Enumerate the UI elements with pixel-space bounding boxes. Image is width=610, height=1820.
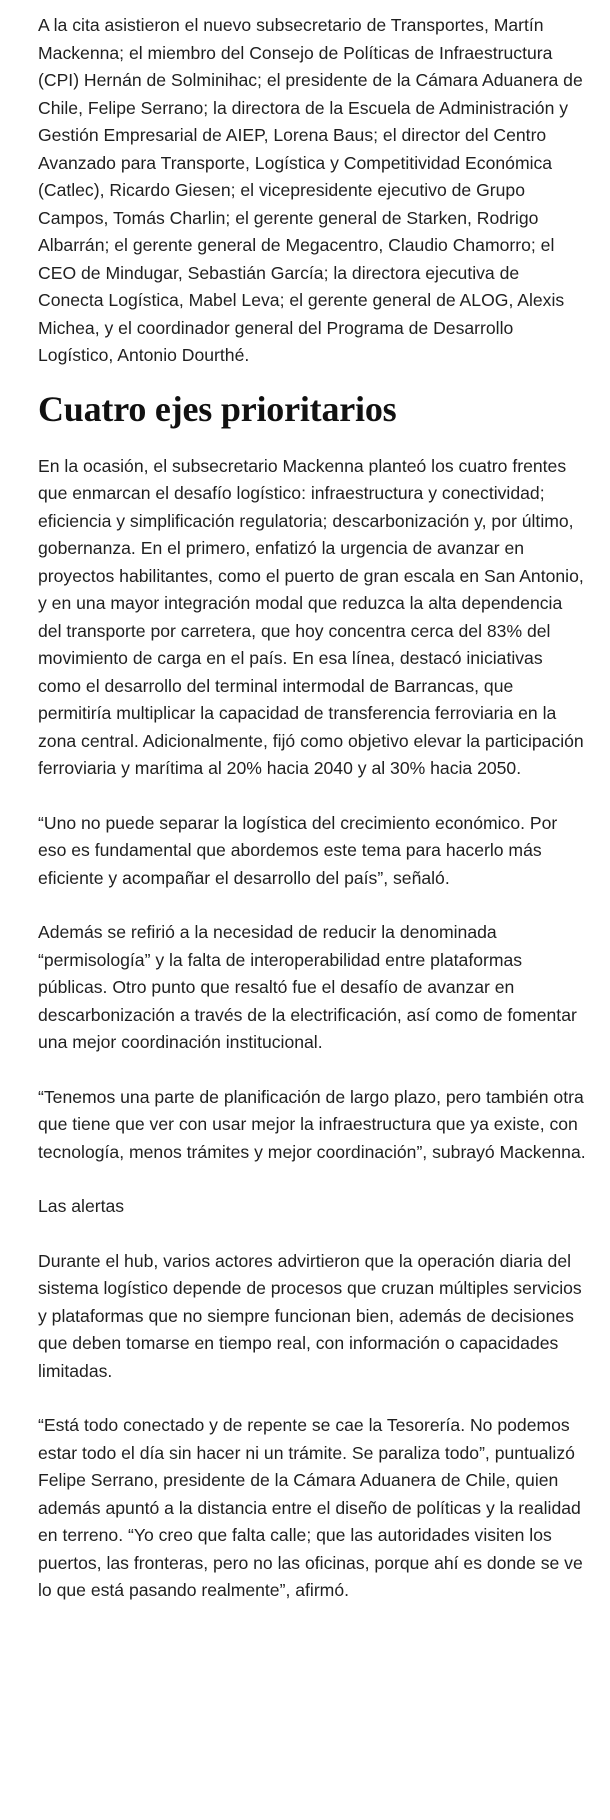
section-heading: Cuatro ejes prioritarios: [38, 388, 397, 429]
alerts-paragraph: Durante el hub, varios actores advirtieron que la operación diaria del sistema logístico depende de procesos que cruzan múltiples servicios y plataformas que no siempre funcionan bien, además de decisiones que deben tomarse en tiempo real, con información o capacidades limitadas.: [38, 1250, 582, 1381]
alerts-subheading: Las alertas: [38, 1196, 125, 1216]
attendees-paragraph: A la cita asistieron el nuevo subsecretario de Transportes, Martín Mackenna; el miembro del Consejo de Políticas de Infraestructura (CPI) Hernán de Solminihac; el presidente de la Cámara Aduanera de Chile, Felipe Serrano; la directora de la Escuela de Administración y Gestión Empresarial de AIEP, Lorena Baus; el director del Centro Avanzado para Transporte, Logística y Competitividad Económica (Catlec), Ricardo Giesen; el vicepresidente ejecutivo de Grupo Campos, Tomás Charlin; el gerente general de Starken, Rodrigo Albarrán; el gerente general de Megacentro, Claudio Chamorro; el CEO de Mindugar, Sebastián García; la directora ejecutiva de Conecta Logística, Mabel Leva; el gerente general de ALOG, Alexis Michea, y el coordinador general del Programa de Desarrollo Logístico, Antonio Dourthé.: [38, 15, 583, 365]
permisologia-paragraph: Además se refirió a la necesidad de reducir la denominada “permisología” y la falta de interoperabilidad entre plataformas públicas. Otro punto que resaltó fue el desafío de avanzar en descarbonización a través de la electrificación, así como de fomentar una mejor coordinación institucional.: [38, 922, 577, 1052]
priorities-paragraph: En la ocasión, el subsecretario Mackenna planteó los cuatro frentes que enmarcan el desafío logístico: infraestructura y conectividad; eficiencia y simplificación regulatoria; descarbonización y, por último, gobernanza. En el primero, enfatizó la urgencia de avanzar en proyectos habilitantes, como el puerto de gran escala en San Antonio, y en una mayor integración modal que reduzca la alta dependencia del transporte por carretera, que hoy concentra cerca del 83% del movimiento de carga en el país. En esa línea, destacó iniciativas como el desarrollo del terminal intermodal de Barrancas, que permitiría multiplicar la capacidad de transferencia ferroviaria en la zona central. Adicionalmente, fijó como objetivo elevar la participación ferroviaria y marítima al 20% hacia 2040 y al 30% hacia 2050.: [38, 455, 584, 778]
section-heading-wrapper: [38, 384, 610, 434]
quote-paragraph-2: “Tenemos una parte de planificación de largo plazo, pero también otra que tiene que ver con usar mejor la infraestructura que ya existe, con tecnología, menos trámites y mejor coordinación”, subrayó Mackenna.: [38, 1086, 586, 1162]
quote-paragraph-1: “Uno no puede separar la logística del crecimiento económico. Por eso es fundamental que abordemos este tema para hacerlo más eficiente y acompañar el desarrollo del país”, señaló.: [38, 812, 558, 888]
quote-paragraph-3: “Está todo conectado y de repente se cae la Tesorería. No podemos estar todo el día sin hacer ni un trámite. Se paraliza todo”, puntualizó Felipe Serrano, presidente de la Cámara Aduanera de Chile, quien además apuntó a la distancia entre el diseño de políticas y la realidad en terreno. “Yo creo que falta calle; que las autoridades visiten los puertos, las fronteras, pero no las oficinas, porque ahí es donde se ve lo que está pasando realmente”, afirmó.: [38, 1415, 583, 1600]
